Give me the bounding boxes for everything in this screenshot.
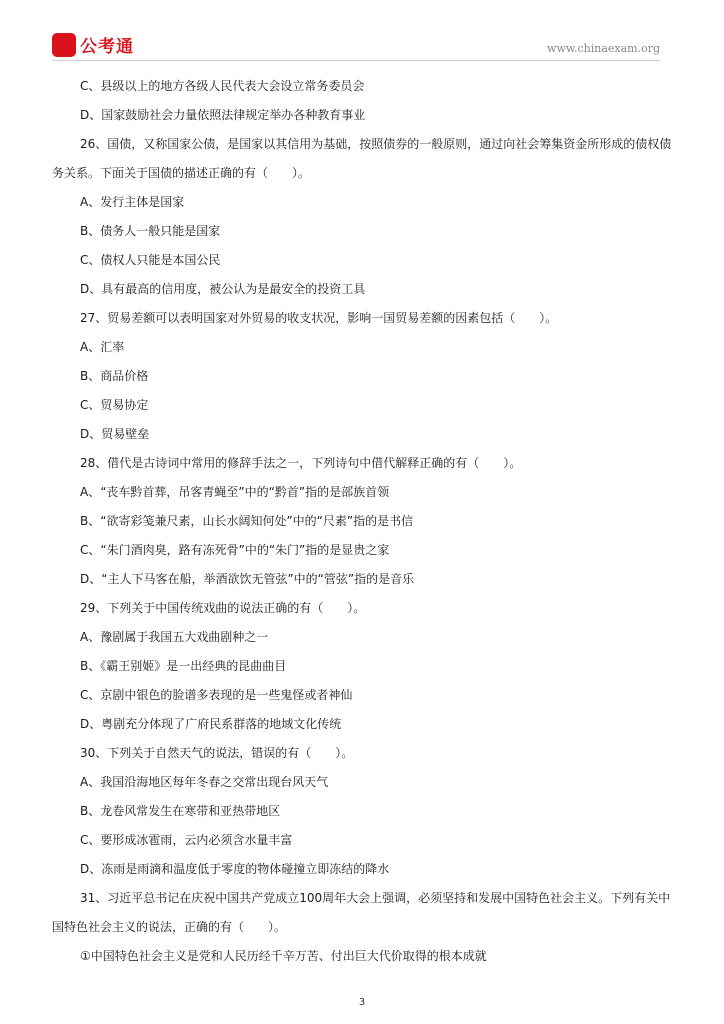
option-text: A、汇率 (80, 340, 125, 354)
option-text: A、我国沿海地区每年冬春之交常出现台风天气 (80, 775, 329, 789)
option-text: B、商品价格 (80, 369, 149, 383)
option-text: B、《霸王别姬》是一出经典的昆曲曲目 (80, 659, 287, 673)
option-text: C、京剧中银色的脸谱多表现的是一些鬼怪或者神仙 (80, 688, 353, 702)
option-text: C、贸易协定 (80, 398, 149, 412)
logo-text: 公考通 (80, 37, 134, 57)
option-text: D、粤剧充分体现了广府民系群落的地域文化传统 (80, 717, 342, 731)
option-text: D、贸易壁垒 (80, 427, 150, 441)
logo-badge-icon (52, 33, 76, 57)
option-text: C、要形成冰雹雨，云内必须含水量丰富 (80, 833, 293, 847)
question-text: 26、国债，又称国家公债，是国家以其信用为基础，按照债券的一般原则，通过向社会筹集资金所形成的债权债务关系。下面关于国债的描述正确的有（ ）。 (52, 137, 672, 180)
option-text: C、“朱门酒肉臭，路有冻死骨”中的“朱门”指的是显贵之家 (80, 543, 390, 557)
site-url[interactable]: www.chinaexam.org (547, 42, 660, 55)
option-text: D、具有最高的信用度，被公认为是最安全的投资工具 (80, 282, 366, 296)
option-text: A、“丧车黔首葬，吊客青蝇至”中的“黔首”指的是部族首领 (80, 485, 390, 499)
option-text: C、县级以上的地方各级人民代表大会设立常务委员会 (80, 79, 365, 93)
page-number: 3 (358, 997, 366, 1008)
option-text: A、豫剧属于我国五大戏曲剧种之一 (80, 630, 269, 644)
question-text: 28、借代是古诗词中常用的修辞手法之一，下列诗句中借代解释正确的有（ ）。 (80, 456, 522, 470)
page-header (52, 30, 660, 60)
option-text: B、龙卷风常发生在寒带和亚热带地区 (80, 804, 281, 818)
option-text: ①中国特色社会主义是党和人民历经千辛万苦、付出巨大代价取得的根本成就 (80, 949, 487, 963)
option-text: D、“主人下马客在船，举酒欲饮无管弦”中的“管弦”指的是音乐 (80, 572, 415, 586)
question-text: 27、贸易差额可以表明国家对外贸易的收支状况，影响一国贸易差额的因素包括（ ）。 (80, 311, 558, 325)
option-text: D、国家鼓励社会力量依照法律规定举办各种教育事业 (80, 108, 366, 122)
question-text: 30、下列关于自然天气的说法，错误的有（ ）。 (80, 746, 354, 760)
option-text: B、“欲寄彩笺兼尺素，山长水阔知何处”中的“尺素”指的是书信 (80, 514, 414, 528)
document-body (52, 72, 672, 971)
option-text: D、冻雨是雨滴和温度低于零度的物体碰撞立即冻结的降水 (80, 862, 390, 876)
option-text: A、发行主体是国家 (80, 195, 185, 209)
header-divider (52, 60, 660, 61)
question-text: 31、习近平总书记在庆祝中国共产党成立100周年大会上强调，必须坚持和发展中国特色社会主义。下列有关中国特色社会主义的说法，正确的有（ ）。 (52, 891, 671, 934)
option-text: B、债务人一般只能是国家 (80, 224, 221, 238)
question-text: 29、下列关于中国传统戏曲的说法正确的有（ ）。 (80, 601, 366, 615)
logo (52, 32, 134, 57)
option-text: C、债权人只能是本国公民 (80, 253, 221, 267)
